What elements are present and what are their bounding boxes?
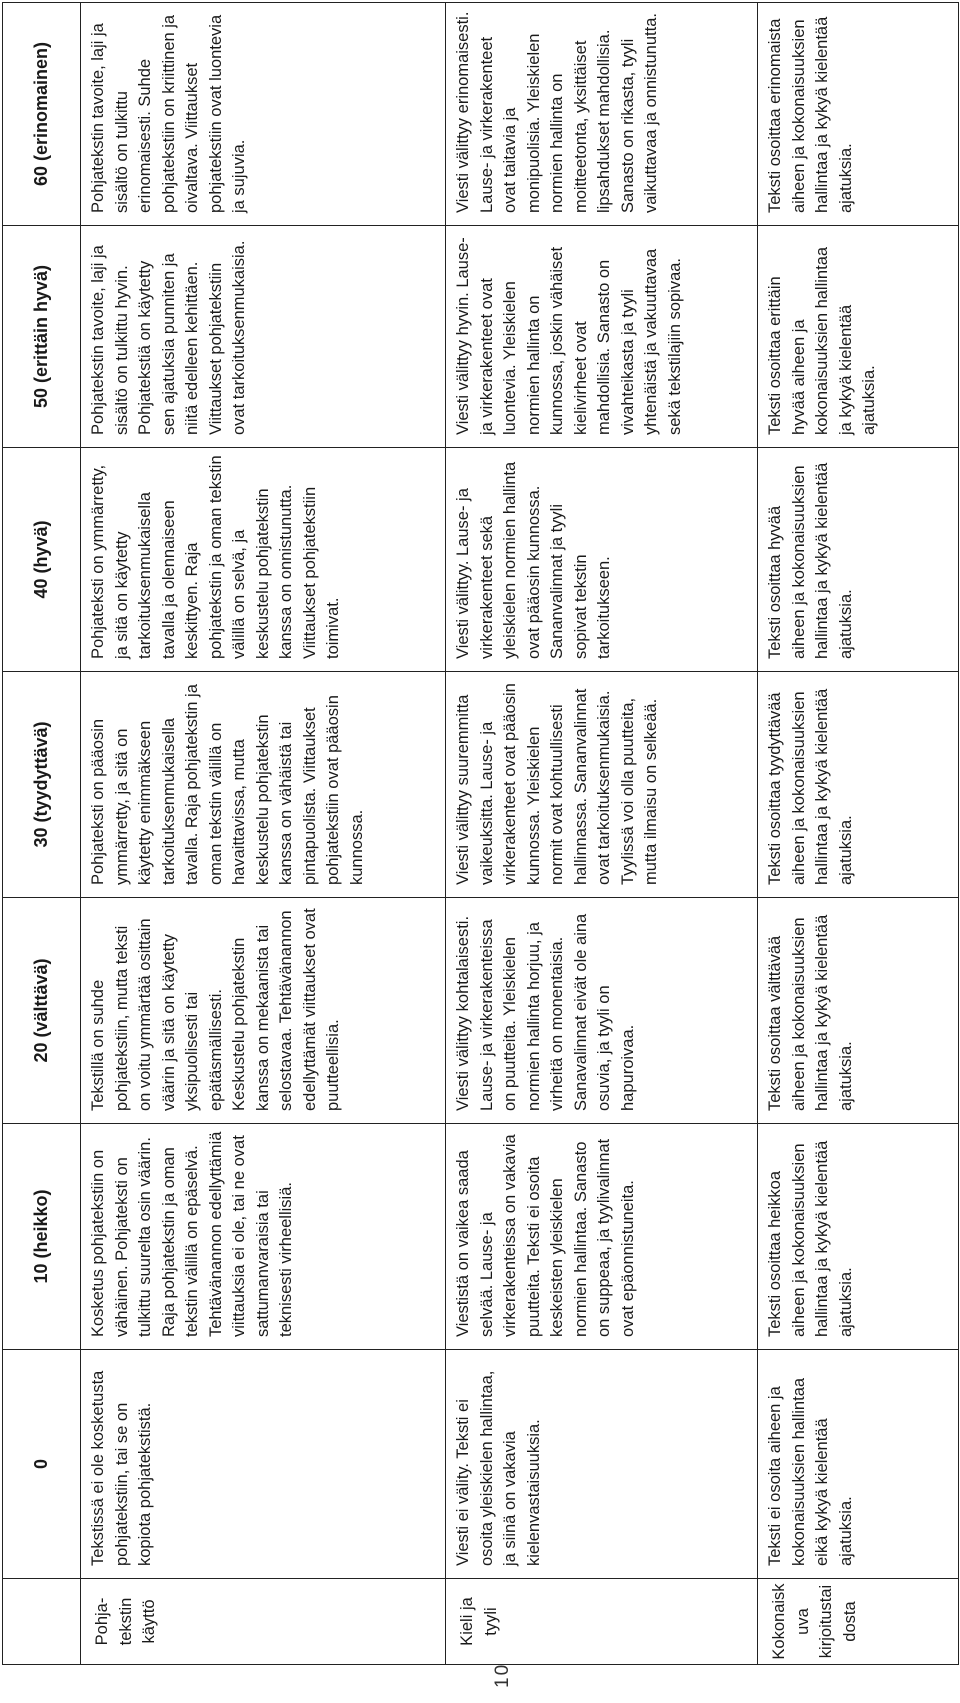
rubric-cell: Pohjatekstin tavoite, laji ja sisältö on tulkittu hyvin. Pohjatekstiä on käytetty sen ajatuksia punniten ja niitä edelleen kehittäen. Viittaukset pohjatekstiin ovat tarkoituksenmukaisia. xyxy=(81,226,446,448)
rubric-cell: Teksti osoittaa hyvää aiheen ja kokonaisuuksien hallintaa ja kykyä kielentää ajatuksia. xyxy=(758,448,959,672)
rubric-cell: Viesti välittyy suuremmitta vaikeuksitta. Lause- ja virkerakenteet ovat pääosin kunnossa. Yleiskielen normit ovat kohtuullisesti hallinnassa. Sananvalinnat ovat tarkoituksenmukaisia. Tyylissä voi olla puutteita, mutta ilmaisu on selkeää. xyxy=(446,672,758,898)
rubric-cell: Pohjateksti on pääosin ymmärretty, ja sitä on käytetty enimmäkseen tarkoituksenmukaisella tavalla. Raja pohjatekstin ja oman tekstin välillä on havaittavissa, mutta keskustelu pohjatekstin kanssa on vähäistä tai pintapuolista. Viittaukset pohjatekstiin ovat pääosin kunnossa. xyxy=(81,672,446,898)
rubric-cell: Viesti välittyy hyvin. Lause- ja virkerakenteet ovat luontevia. Yleiskielen normien hallinta on kunnossa, joskin vähäiset kielivirheet ovat mahdollisia. Sanasto on vivahteikasta ja tyyli yhtenäistä ja vakuuttavaa sekä tekstilajiin sopivaa. xyxy=(446,226,758,448)
table-row xyxy=(758,3,959,1665)
table-row xyxy=(81,3,446,1665)
header-row xyxy=(3,3,81,1665)
rubric-cell: Teksti osoittaa erinomaista aiheen ja kokonaisuuksien hallintaa ja kykyä kielentää ajatuksia. xyxy=(758,3,959,226)
header-score-0: 0 xyxy=(3,1350,81,1579)
rubric-cell: Tekstissä ei ole kosketusta pohjatekstiin, tai se on kopiota pohjatekstistä. xyxy=(81,1350,446,1579)
rubric-cell: Teksti ei osoita aiheen ja kokonaisuuksien hallintaa eikä kykyä kielentää ajatuksia. xyxy=(758,1350,959,1579)
rubric-cell: Tekstillä on suhde pohjatekstiin, mutta teksti on voitu ymmärtää osittain väärin ja sitä on käytetty yksipuolisesti tai epätäsmällisesti. Keskustelu pohjatekstin kanssa on mekaanista tai selostavaa. Tehtävänannon edellyttämät viittaukset ovat puutteellisia. xyxy=(81,898,446,1124)
header-score-50: 50 (erittäin hyvä) xyxy=(3,226,81,448)
rubric-cell: Kosketus pohjatekstiin on vähäinen. Pohjateksti on tulkittu suurelta osin väärin. Raja pohjatekstin ja oman tekstin välillä on epäselvä. Tehtävänannon edellyttämiä viittauksia ei ole, tai ne ovat sattumanvaraisia tai teknisesti virheellisiä. xyxy=(81,1124,446,1350)
assessment-rubric-table xyxy=(2,2,959,1665)
rubric-cell: Teksti osoittaa välttävää aiheen ja kokonaisuuksien hallintaa ja kykyä kielentää ajatuksia. xyxy=(758,898,959,1124)
header-score-40: 40 (hyvä) xyxy=(3,448,81,672)
rubric-cell: Viesti välittyy erinomaisesti. Lause- ja virkerakenteet ovat taitavia ja monipuolisia. Yleiskielen normien hallinta on moitteetonta, yksittäiset lipsahdukset mahdollisia. Sanasto on rikasta, tyyli vaikuttavaa ja onnistunutta. xyxy=(446,3,758,226)
page-number: 10 xyxy=(492,1662,513,1688)
rubric-cell: Viesti ei välity. Teksti ei osoita yleiskielen hallintaa, ja siinä on vakavia kielenvastaisuuksia. xyxy=(446,1350,758,1579)
criterion-cell: Kieli ja tyyli xyxy=(446,1579,758,1665)
rubric-cell: Viesti välittyy kohtalaisesti. Lause- ja virkerakenteissa on puutteita. Yleiskielen normien hallinta horjuu, ja virheitä on monentaisia. Sanavalinnat eivät ole aina osuvia, ja tyyli on hapuroivaa. xyxy=(446,898,758,1124)
rubric-cell: Teksti osoittaa heikkoa aiheen ja kokonaisuuksien hallintaa ja kykyä kielentää ajatuksia. xyxy=(758,1124,959,1350)
header-corner-cell xyxy=(3,1579,81,1665)
table-row xyxy=(446,3,758,1665)
criterion-cell: Pohja-tekstin käyttö xyxy=(81,1579,446,1665)
rubric-cell: Viesti välittyy. Lause- ja virkerakenteet sekä yleiskielen normien hallinta ovat pääosin kunnossa. Sananvalinnat ja tyyli sopivat tekstin tarkoitukseen. xyxy=(446,448,758,672)
rubric-cell: Pohjatekstin tavoite, laji ja sisältö on tulkittu erinomaisesti. Suhde pohjatekstiin on kriittinen ja oivaltava. Viittaukset pohjatekstiin ovat luontevia ja sujuvia. xyxy=(81,3,446,226)
rubric-cell: Teksti osoittaa erittäin hyvää aiheen ja kokonaisuuksien hallintaa ja kykyä kielentää ajatuksia. xyxy=(758,226,959,448)
rubric-cell: Teksti osoittaa tyydyttävää aiheen ja kokonaisuuksien hallintaa ja kykyä kielentää ajatuksia. xyxy=(758,672,959,898)
rubric-cell: Pohjateksti on ymmärretty, ja sitä on käytetty tarkoituksenmukaisella tavalla ja olennaiseen keskittyen. Raja pohjatekstin ja oman tekstin välillä on selvä, ja keskustelu pohjatekstin kanssa on onnistunutta. Viittaukset pohjatekstiin toimivat. xyxy=(81,448,446,672)
header-score-20: 20 (välttävä) xyxy=(3,898,81,1124)
rubric-cell: Viestistä on vaikea saada selvää. Lause- ja virkerakenteissa on vakavia puutteita. Teksti ei osoita keskeisten yleiskielen normien hallintaa. Sanasto on suppeaa, ja tyylivalinnat ovat epäonnistuneita. xyxy=(446,1124,758,1350)
criterion-cell: Kokonaiskuva kirjoitustaidosta xyxy=(758,1579,959,1665)
header-score-60: 60 (erinomainen) xyxy=(3,3,81,226)
header-score-10: 10 (heikko) xyxy=(3,1124,81,1350)
header-score-30: 30 (tyydyttävä) xyxy=(3,672,81,898)
